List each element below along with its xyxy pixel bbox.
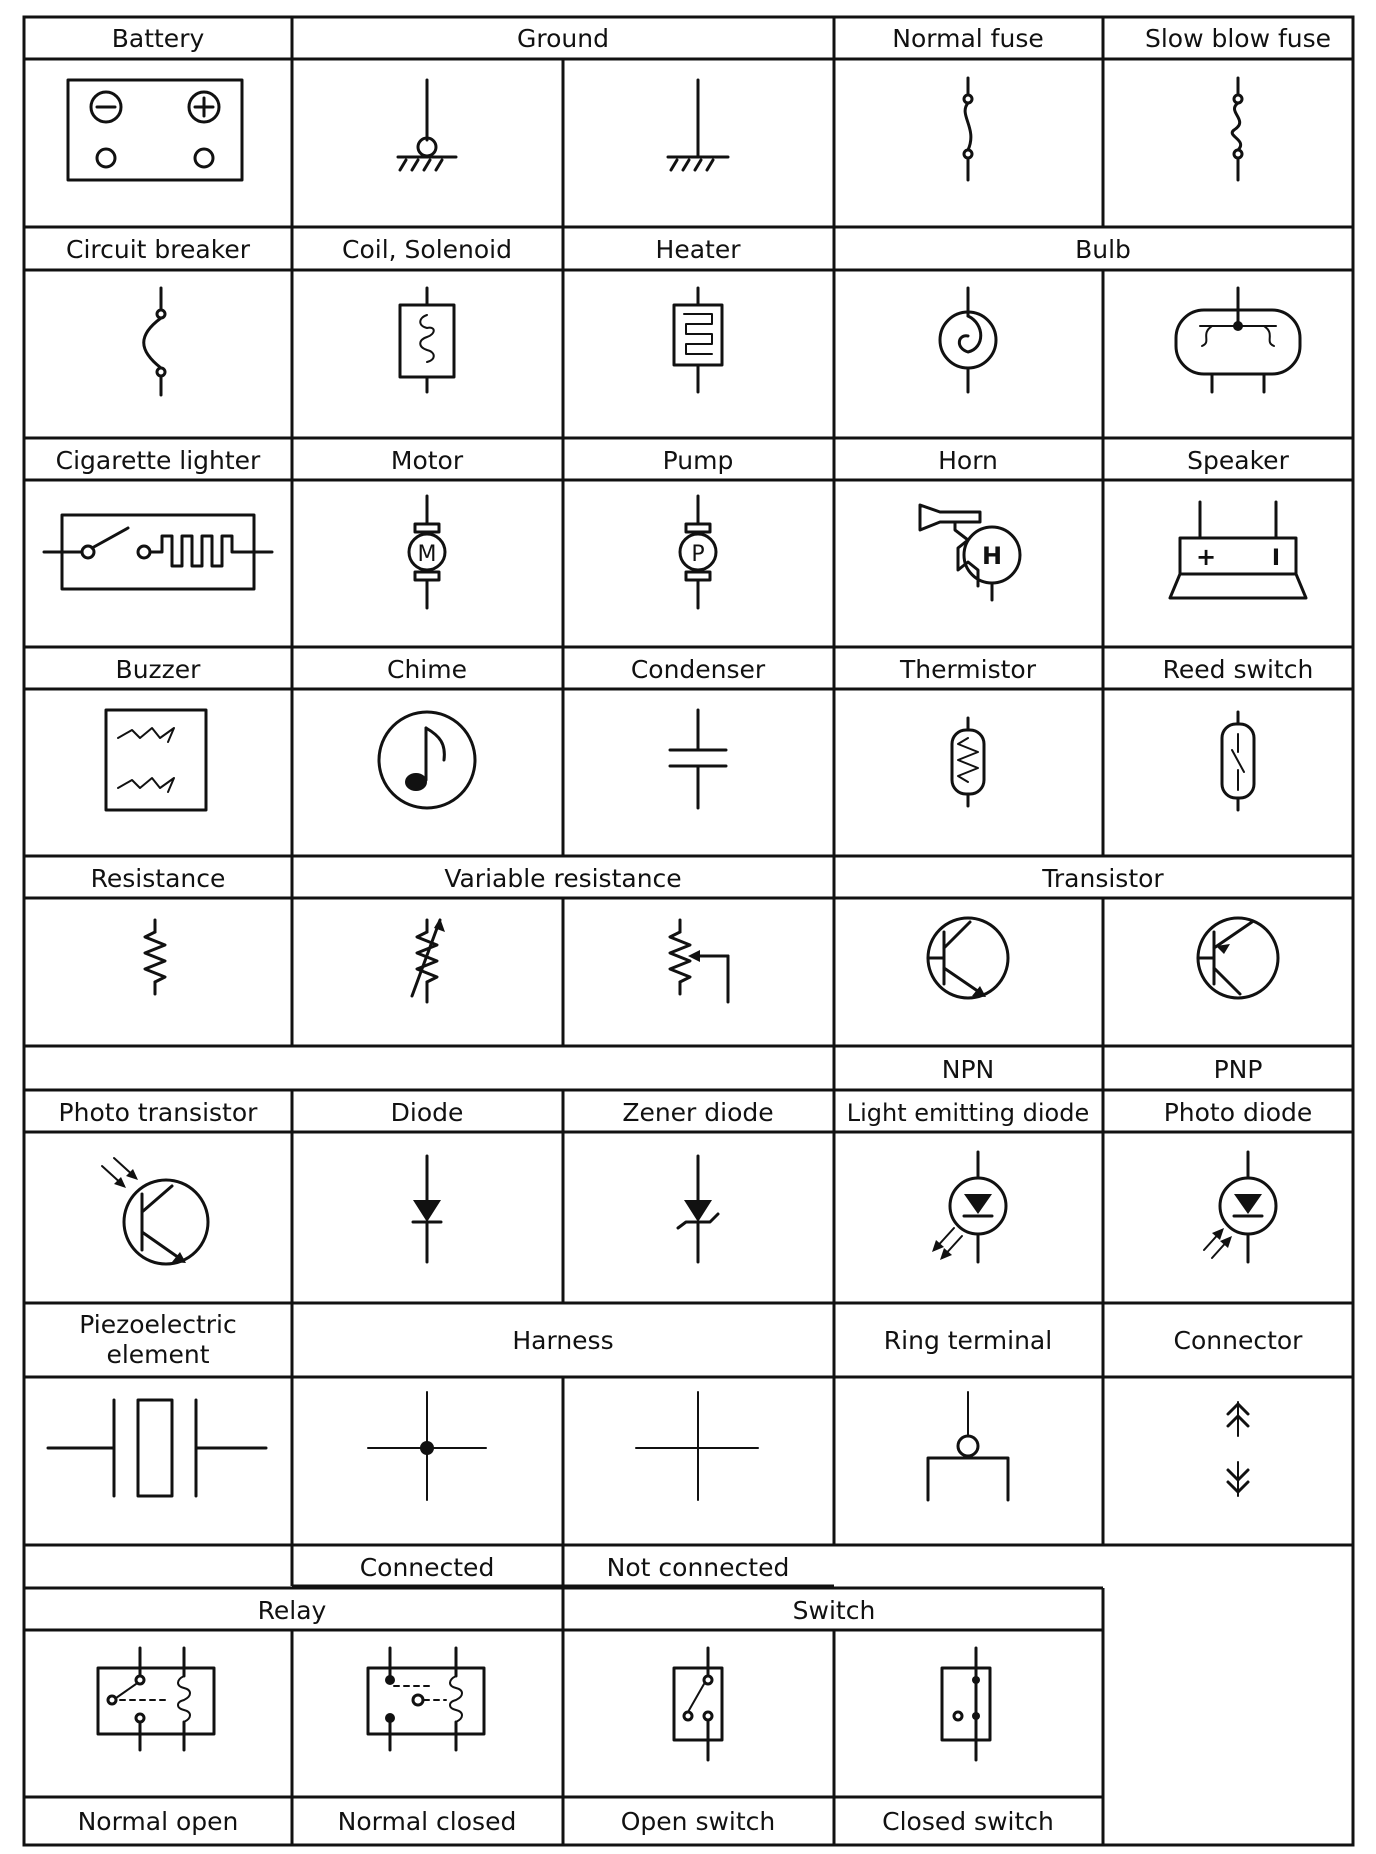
ground-symbol (668, 80, 728, 170)
closed-switch-symbol (942, 1648, 990, 1760)
battery-symbol (68, 80, 242, 180)
label-photo-transistor: Photo transistor (58, 1098, 258, 1127)
label-transistor: Transistor (1042, 864, 1164, 893)
label-chime: Chime (387, 655, 467, 684)
label-resistance: Resistance (90, 864, 226, 893)
label-reed-switch: Reed switch (1162, 655, 1314, 684)
label-slow-blow-fuse: Slow blow fuse (1144, 24, 1332, 53)
label-bulb: Bulb (1075, 235, 1131, 264)
label-closed-switch: Closed switch (882, 1807, 1054, 1836)
condenser-symbol (670, 710, 726, 808)
label-piezo-line2: element (106, 1340, 210, 1369)
motor-letter: M (417, 542, 437, 567)
reed-switch-symbol (1222, 712, 1254, 810)
photo-diode-symbol (1204, 1152, 1276, 1262)
npn-transistor-symbol (928, 918, 1008, 998)
harness-connected-symbol (368, 1392, 486, 1500)
label-variable-resistance: Variable resistance (444, 864, 682, 893)
chime-symbol (379, 712, 475, 808)
label-battery: Battery (111, 24, 205, 53)
label-cigarette-lighter: Cigarette lighter (55, 446, 261, 475)
speaker-plus: + (1195, 543, 1217, 571)
buzzer-symbol (106, 710, 206, 810)
piezoelectric-symbol (48, 1400, 266, 1496)
relay-normal-closed-symbol (368, 1648, 484, 1750)
label-piezo-line1: Piezoelectric (79, 1310, 237, 1339)
speaker-symbol (1170, 502, 1306, 598)
connector-symbol (1228, 1402, 1248, 1496)
coil-solenoid-symbol (400, 288, 454, 392)
horn-symbol (920, 505, 1020, 600)
label-buzzer: Buzzer (115, 655, 201, 684)
circuit-breaker-symbol (144, 288, 165, 395)
label-connected: Connected (359, 1553, 495, 1582)
label-motor: Motor (390, 446, 464, 475)
ground-terminal-symbol (398, 80, 456, 170)
label-heater: Heater (655, 235, 741, 264)
label-pnp: PNP (1213, 1055, 1263, 1084)
label-connector: Connector (1173, 1326, 1303, 1355)
normal-fuse-symbol (964, 78, 972, 180)
bulb-symbol (940, 288, 996, 392)
thermistor-symbol (952, 718, 984, 806)
heater-symbol (674, 288, 722, 392)
label-harness: Harness (512, 1326, 614, 1355)
horn-letter: H (981, 542, 1003, 570)
slow-blow-fuse-symbol (1232, 78, 1242, 180)
motor-symbol (409, 496, 445, 608)
labels (56, 24, 1331, 1836)
speaker-minus: I (1271, 546, 1281, 571)
led-symbol (932, 1152, 1006, 1262)
pnp-transistor-symbol (1198, 918, 1278, 998)
label-relay: Relay (257, 1596, 327, 1625)
label-not-connected: Not connected (606, 1553, 790, 1582)
label-normal-open: Normal open (77, 1807, 239, 1836)
label-thermistor: Thermistor (899, 655, 1037, 684)
relay-normal-open-symbol (98, 1648, 214, 1750)
label-open-switch: Open switch (620, 1807, 776, 1836)
label-coil-solenoid: Coil, Solenoid (342, 235, 512, 264)
label-condenser: Condenser (630, 655, 766, 684)
variable-resistance-symbol (412, 918, 445, 1002)
label-switch: Switch (792, 1596, 876, 1625)
bulb-double-symbol (1176, 288, 1300, 392)
diode-symbol (413, 1156, 441, 1262)
label-pump: Pump (662, 446, 734, 475)
cigarette-lighter-symbol (44, 515, 272, 589)
potentiometer-symbol (670, 920, 728, 1002)
ring-terminal-symbol (928, 1392, 1008, 1500)
label-led: Light emitting diode (846, 1099, 1090, 1127)
label-diode: Diode (390, 1098, 464, 1127)
label-horn: Horn (938, 446, 998, 475)
label-ground: Ground (517, 24, 609, 53)
open-switch-symbol (674, 1648, 722, 1760)
label-npn: NPN (941, 1055, 995, 1084)
resistance-symbol (145, 920, 165, 994)
photo-transistor-symbol (102, 1158, 208, 1264)
label-photo-diode: Photo diode (1163, 1098, 1313, 1127)
zener-diode-symbol (678, 1156, 718, 1262)
pump-symbol (680, 496, 716, 608)
label-speaker: Speaker (1187, 446, 1289, 475)
label-ring-terminal: Ring terminal (883, 1326, 1053, 1355)
label-circuit-breaker: Circuit breaker (66, 235, 250, 264)
label-zener-diode: Zener diode (622, 1098, 774, 1127)
label-normal-closed: Normal closed (337, 1807, 517, 1836)
label-normal-fuse: Normal fuse (892, 24, 1044, 53)
pump-letter: P (691, 542, 705, 567)
harness-not-connected-symbol (636, 1392, 758, 1500)
